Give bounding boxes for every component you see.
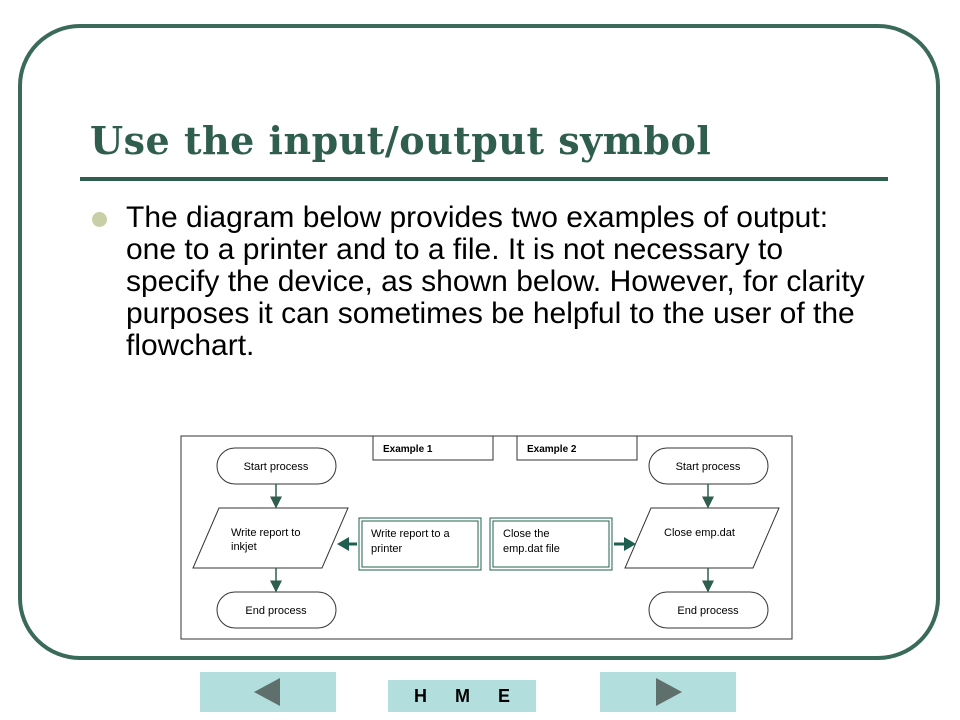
left-io-parallelogram (193, 508, 348, 568)
bullet-text: The diagram below provides two examples of output: one to a printer and to a file. It is not necessary to specify the device, as shown below. However, for clarity purposes it can sometimes be helpful to the user of the flowchart. (126, 201, 865, 362)
left-triangle-icon (200, 672, 336, 712)
right-start-terminal (649, 448, 768, 484)
end-link[interactable]: E (497, 685, 510, 706)
svg-text:Example 1: Example 1 (383, 444, 433, 455)
next-slide-button[interactable] (600, 672, 736, 712)
slide-title: Use the input/output symbol (90, 118, 712, 163)
svg-text:Close the: Close the (503, 528, 550, 540)
callout-left (359, 518, 481, 570)
right-triangle-icon (600, 672, 736, 712)
right-io-parallelogram (625, 508, 779, 568)
left-end-terminal (217, 592, 336, 628)
svg-text:Write report to a: Write report to a (371, 528, 450, 540)
callout-right (490, 518, 612, 570)
right-end-terminal (649, 592, 768, 628)
previous-slide-button[interactable] (200, 672, 336, 712)
home-link[interactable]: H (413, 685, 427, 706)
example-2-label (517, 436, 637, 460)
svg-text:printer: printer (371, 543, 403, 555)
svg-text:Write report to: Write report to (231, 527, 301, 539)
svg-text:End process: End process (677, 605, 739, 617)
callout-arrow-left-icon (337, 537, 357, 551)
example-1-label (373, 436, 493, 460)
svg-text:emp.dat file: emp.dat file (503, 543, 560, 555)
svg-text:Example 2: Example 2 (527, 444, 577, 455)
svg-text:inkjet: inkjet (231, 541, 257, 553)
left-start-terminal (217, 448, 336, 484)
menu-link[interactable]: M (454, 685, 470, 706)
svg-text:Start process: Start process (675, 461, 741, 473)
svg-text:End process: End process (245, 605, 307, 617)
callout-arrow-right-icon (614, 537, 636, 551)
svg-text:Close emp.dat: Close emp.dat (664, 527, 735, 539)
home-menu-end-bar (388, 680, 536, 712)
svg-text:Start process: Start process (243, 461, 309, 473)
